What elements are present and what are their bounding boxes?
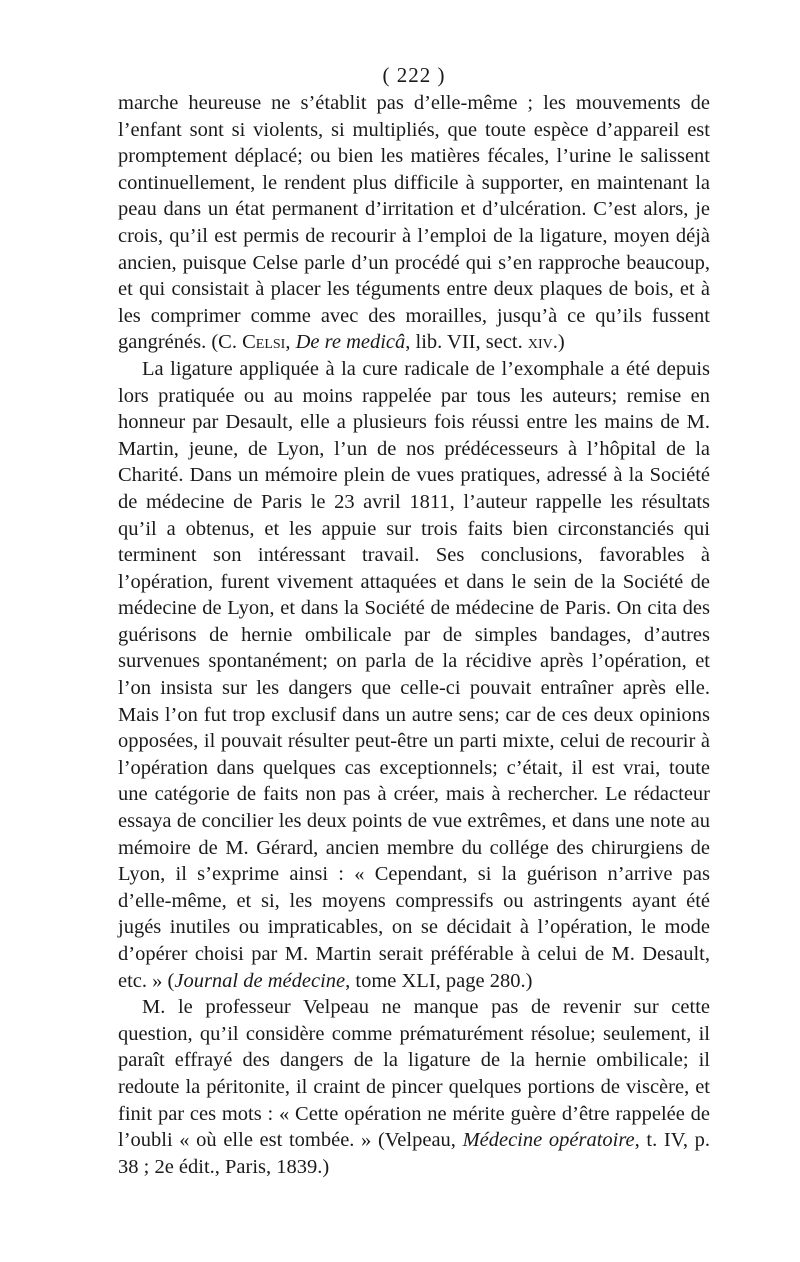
text-run: , lib. VII, sect. <box>405 331 528 354</box>
text-run: .) <box>552 331 565 354</box>
text-run: , tome XLI, page 280.) <box>345 969 533 992</box>
book-title: Médecine opératoire <box>462 1129 635 1152</box>
text-run: , t. IV, p. 38 ; 2e édit., Paris, 1839.) <box>118 1129 711 1178</box>
paragraph <box>118 994 710 1180</box>
paragraph <box>118 90 710 356</box>
paragraph <box>118 356 710 994</box>
text-run: La ligature appliquée à la cure radicale de l’exomphale a été depuis lors pratiquée ou au moins rappelée par tous les auteurs; remise en honneur par Desault, elle a plusieurs fois réussi entre les mains de M. Martin, jeune, de Lyon, l’un de nos prédécesseurs à l’hôpital de la Charité. Dans un mémoire plein de vues pratiques, adressé à la Société de médecine de Paris le 23 avril 1811, l’auteur rappelle les résultats qu’il a obtenus, et les appuie sur trois faits bien circonstanciés qui terminent son intéressant travail. Ses conclusions, favorables à l’opération, furent vivement attaquées et dans le sein de la Société de médecine de Lyon, et dans la Société de médecine de Paris. On cita des guérisons de hernie ombilicale par de simples bandages, d’autres survenues spontanément; on parla de la récidive après l’opération, et l’on insista sur les dangers que celle-ci pouvait entraîner après elle. Mais l’on fut trop exclusif dans un autre sens; car de ces deux opinions opposées, il pouvait résulter peut-être un parti mixte, celui de recourir à l’opération dans quelques cas exceptionnels; c’était, il est vrai, toute une catégorie de faits non pas à créer, mais à rechercher. Le rédacteur essaya de concilier les deux points de vue extrêmes, et dans une note au mémoire de M. Gérard, ancien membre du collége des chirurgiens de Lyon, il s’exprime ainsi : « Cependant, si la guérison n’arrive pas d’elle-même, et si, les moyens compressifs ou astringents ayant été jugés inutiles ou impraticables, on se décidait à l’opération, le mode d’opérer choisi par M. Martin serait préférable à celui de M. Desault, etc. » ( <box>118 357 710 992</box>
text-run: , <box>285 331 296 354</box>
text-run: marche heureuse ne s’établit pas d’elle-même ; les mouvements de l’enfant sont si violents, si multipliés, que toute espèce d’appareil est promptement déplacé; ou bien les matières fécales, l’urine le salissent continuellement, le rendent plus difficile à supporter, en maintenant la peau dans un état permanent d’irritation et d’ulcération. C’est alors, je crois, qu’il est permis de recourir à l’emploi de la ligature, moyen déjà ancien, puisque Celse parle d’un procédé qui s’en rapproche beaucoup, et qui consistait à placer les téguments entre deux plaques de bois, et à les comprimer comme avec des morailles, jusqu’à ce qu’ils fussent gangrénés. (C. <box>118 92 710 354</box>
book-title: De re medicâ <box>295 331 406 354</box>
text-run: M. le professeur Velpeau ne manque pas de revenir sur cette question, qu’il considère comme prématurément résolue; seulement, il paraît effrayé des dangers de la ligature de la hernie ombilicale; il redoute la péritonite, il craint de pincer quelques portions de viscère, et finit par ces mots : « Cette opération ne mérite guère d’être rappelée de l’oubli « où elle est tombée. » (Velpeau, <box>118 996 710 1152</box>
author-name: Celsi <box>242 331 286 354</box>
page-number: ( 222 ) <box>382 63 446 87</box>
journal-title: Journal de médecine <box>174 969 346 992</box>
section-number: xiv <box>527 331 553 354</box>
body-text <box>118 90 710 1180</box>
